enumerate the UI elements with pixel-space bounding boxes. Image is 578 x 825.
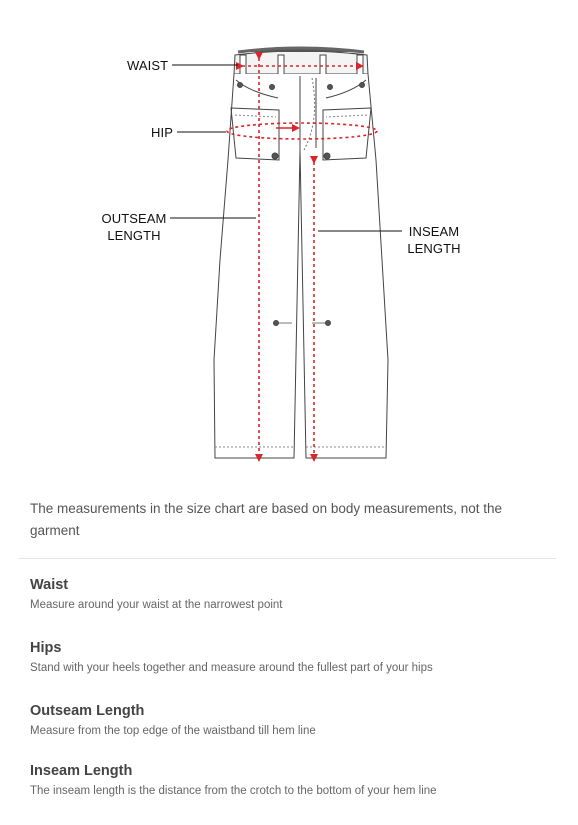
divider	[18, 558, 556, 559]
measurement-item-outseam	[30, 701, 560, 740]
measurement-item-inseam	[30, 761, 560, 800]
measurement-title: Inseam Length	[30, 763, 133, 779]
outseam-callout	[100, 210, 168, 244]
inseam-callout-line1: INSEAM	[408, 224, 460, 239]
measurement-title: Hips	[30, 640, 62, 656]
outseam-callout-line1: OUTSEAM	[101, 211, 167, 226]
waist-callout: WAIST	[127, 58, 169, 73]
measurement-item-waist	[30, 575, 560, 614]
measurement-description: Stand with your heels together and measure around the fullest part of your hips	[30, 662, 433, 674]
measurement-description: The inseam length is the distance from the crotch to the bottom of your hem line	[30, 785, 437, 797]
hip-callout: HIP	[151, 125, 173, 140]
outseam-callout-line2: LENGTH	[107, 228, 161, 243]
measurement-title: Outseam Length	[30, 703, 145, 719]
inseam-callout	[404, 223, 464, 257]
measurement-description: Measure from the top edge of the waistband till hem line	[30, 725, 316, 737]
measurement-description: Measure around your waist at the narrowest point	[30, 599, 283, 611]
size-chart-note: The measurements in the size chart are based on body measurements, not the garment	[30, 501, 503, 538]
pants-illustration	[214, 48, 388, 458]
inseam-callout-line2: LENGTH	[407, 241, 461, 256]
measurement-title: Waist	[30, 577, 69, 593]
measurement-item-hips	[30, 638, 560, 677]
